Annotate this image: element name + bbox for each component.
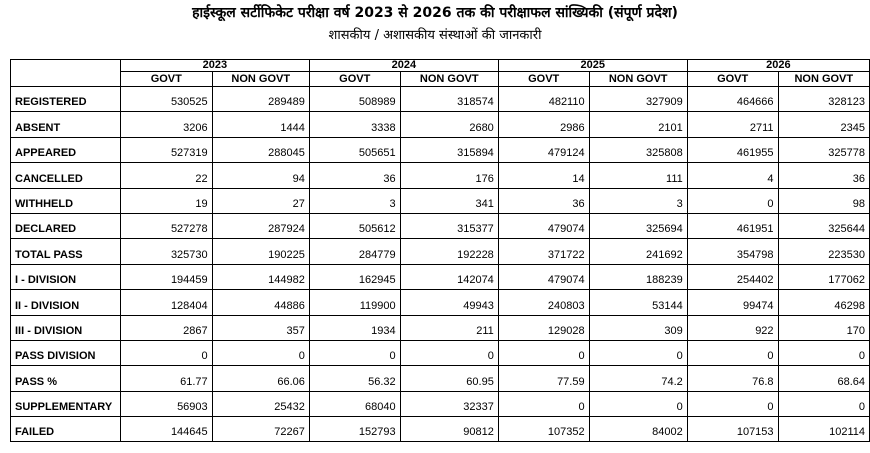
table-cell: 2986 (498, 112, 589, 137)
table-cell: 0 (778, 391, 869, 416)
corner-cell (11, 60, 121, 87)
table-cell: 60.95 (400, 366, 498, 391)
table-cell: 76.8 (687, 366, 778, 391)
table-cell: 188239 (589, 264, 687, 289)
table-cell: 142074 (400, 264, 498, 289)
table-cell: 1934 (309, 315, 400, 340)
table-cell: 357 (212, 315, 309, 340)
table-cell: 129028 (498, 315, 589, 340)
table-cell: 66.06 (212, 366, 309, 391)
table-row (11, 340, 870, 365)
table-cell: 61.77 (120, 366, 212, 391)
govt-header: GOVT (498, 72, 589, 87)
table-cell: 99474 (687, 290, 778, 315)
table-cell: 211 (400, 315, 498, 340)
table-row (11, 391, 870, 416)
table-row (11, 188, 870, 213)
table-cell: 98 (778, 188, 869, 213)
table-cell: 194459 (120, 264, 212, 289)
table-cell: 0 (212, 340, 309, 365)
table-cell: 46298 (778, 290, 869, 315)
table-cell: 479074 (498, 264, 589, 289)
table-cell: 527278 (120, 213, 212, 238)
table-cell: 0 (498, 340, 589, 365)
table-cell: 0 (498, 391, 589, 416)
table-row (11, 264, 870, 289)
table-cell: 3338 (309, 112, 400, 137)
table-row (11, 137, 870, 162)
table-cell: 190225 (212, 239, 309, 264)
table-cell: 0 (778, 340, 869, 365)
table-cell: 922 (687, 315, 778, 340)
table-cell: 315894 (400, 137, 498, 162)
table-row (11, 112, 870, 137)
table-cell: 119900 (309, 290, 400, 315)
year-header-row (11, 60, 870, 72)
table-cell: 36 (498, 188, 589, 213)
table-cell: 0 (687, 340, 778, 365)
table-cell: 482110 (498, 87, 589, 112)
table-cell: 74.2 (589, 366, 687, 391)
year-header: 2026 (687, 60, 869, 72)
table-cell: 530525 (120, 87, 212, 112)
table-row (11, 290, 870, 315)
table-cell: 327909 (589, 87, 687, 112)
table-cell: 36 (778, 163, 869, 188)
table-cell: 2867 (120, 315, 212, 340)
table-cell: 4 (687, 163, 778, 188)
table-cell: 341 (400, 188, 498, 213)
row-label: REGISTERED (11, 87, 121, 112)
table-cell: 94 (212, 163, 309, 188)
table-cell: 107153 (687, 417, 778, 442)
table-cell: 152793 (309, 417, 400, 442)
table-cell: 479074 (498, 213, 589, 238)
table-cell: 2680 (400, 112, 498, 137)
table-cell: 508989 (309, 87, 400, 112)
table-cell: 288045 (212, 137, 309, 162)
table-cell: 0 (120, 340, 212, 365)
table-cell: 241692 (589, 239, 687, 264)
table-cell: 128404 (120, 290, 212, 315)
table-cell: 1444 (212, 112, 309, 137)
table-cell: 53144 (589, 290, 687, 315)
page-title: हाईस्कूल सर्टीफिकेट परीक्षा वर्ष 2023 से 2026 तक की परीक्षाफल सांख्यिकी (संपूर्ण प्रदेश) (192, 5, 678, 21)
table-cell: 192228 (400, 239, 498, 264)
table-cell: 318574 (400, 87, 498, 112)
year-header: 2025 (498, 60, 687, 72)
table-cell: 90812 (400, 417, 498, 442)
table-cell: 177062 (778, 264, 869, 289)
row-label: PASS DIVISION (11, 340, 121, 365)
table-cell: 32337 (400, 391, 498, 416)
table-cell: 77.59 (498, 366, 589, 391)
table-cell: 0 (400, 340, 498, 365)
row-label: III - DIVISION (11, 315, 121, 340)
non-govt-header: NON GOVT (212, 72, 309, 87)
row-label: WITHHELD (11, 188, 121, 213)
table-row (11, 87, 870, 112)
table-cell: 479124 (498, 137, 589, 162)
row-label: I - DIVISION (11, 264, 121, 289)
year-header: 2023 (120, 60, 309, 72)
table-cell: 325644 (778, 213, 869, 238)
table-cell: 505651 (309, 137, 400, 162)
table-cell: 56903 (120, 391, 212, 416)
table-cell: 0 (589, 340, 687, 365)
table-cell: 325808 (589, 137, 687, 162)
page-subtitle: शासकीय / अशासकीय संस्थाओं की जानकारी (328, 28, 542, 43)
row-label: PASS % (11, 366, 121, 391)
table-cell: 464666 (687, 87, 778, 112)
table-cell: 56.32 (309, 366, 400, 391)
table-cell: 44886 (212, 290, 309, 315)
table-cell: 3 (589, 188, 687, 213)
table-cell: 107352 (498, 417, 589, 442)
table-cell: 2101 (589, 112, 687, 137)
table-cell: 505612 (309, 213, 400, 238)
table-cell: 102114 (778, 417, 869, 442)
govt-header: GOVT (687, 72, 778, 87)
table-cell: 240803 (498, 290, 589, 315)
table-cell: 3 (309, 188, 400, 213)
table-cell: 0 (687, 188, 778, 213)
table-cell: 0 (589, 391, 687, 416)
table-cell: 371722 (498, 239, 589, 264)
non-govt-header: NON GOVT (778, 72, 869, 87)
table-cell: 176 (400, 163, 498, 188)
table-row (11, 239, 870, 264)
non-govt-header: NON GOVT (589, 72, 687, 87)
table-cell: 325694 (589, 213, 687, 238)
table-cell: 27 (212, 188, 309, 213)
table-cell: 3206 (120, 112, 212, 137)
table-cell: 328123 (778, 87, 869, 112)
results-table (10, 59, 870, 442)
row-label: FAILED (11, 417, 121, 442)
table-cell: 22 (120, 163, 212, 188)
row-label: DECLARED (11, 213, 121, 238)
table-cell: 284779 (309, 239, 400, 264)
table-cell: 14 (498, 163, 589, 188)
table-cell: 289489 (212, 87, 309, 112)
table-cell: 36 (309, 163, 400, 188)
table-row (11, 213, 870, 238)
table-row (11, 315, 870, 340)
table-cell: 144982 (212, 264, 309, 289)
table-cell: 254402 (687, 264, 778, 289)
table-cell: 315377 (400, 213, 498, 238)
table-cell: 354798 (687, 239, 778, 264)
table-cell: 144645 (120, 417, 212, 442)
table-cell: 19 (120, 188, 212, 213)
row-label: II - DIVISION (11, 290, 121, 315)
row-label: ABSENT (11, 112, 121, 137)
table-cell: 84002 (589, 417, 687, 442)
table-cell: 111 (589, 163, 687, 188)
table-row (11, 417, 870, 442)
table-cell: 68040 (309, 391, 400, 416)
table-cell: 461955 (687, 137, 778, 162)
table-cell: 325778 (778, 137, 869, 162)
table-cell: 223530 (778, 239, 869, 264)
table-cell: 461951 (687, 213, 778, 238)
row-label: TOTAL PASS (11, 239, 121, 264)
table-row (11, 163, 870, 188)
table-cell: 68.64 (778, 366, 869, 391)
table-row (11, 366, 870, 391)
table-cell: 309 (589, 315, 687, 340)
govt-header: GOVT (309, 72, 400, 87)
row-label: APPEARED (11, 137, 121, 162)
govt-header: GOVT (120, 72, 212, 87)
table-cell: 49943 (400, 290, 498, 315)
row-label: CANCELLED (11, 163, 121, 188)
table-cell: 0 (687, 391, 778, 416)
table-cell: 25432 (212, 391, 309, 416)
row-label: SUPPLEMENTARY (11, 391, 121, 416)
table-cell: 170 (778, 315, 869, 340)
table-cell: 0 (309, 340, 400, 365)
year-header: 2024 (309, 60, 498, 72)
table-cell: 2345 (778, 112, 869, 137)
non-govt-header: NON GOVT (400, 72, 498, 87)
table-cell: 325730 (120, 239, 212, 264)
subheader-row (11, 72, 870, 87)
table-cell: 72267 (212, 417, 309, 442)
table-cell: 162945 (309, 264, 400, 289)
table-cell: 287924 (212, 213, 309, 238)
table-cell: 2711 (687, 112, 778, 137)
table-cell: 527319 (120, 137, 212, 162)
